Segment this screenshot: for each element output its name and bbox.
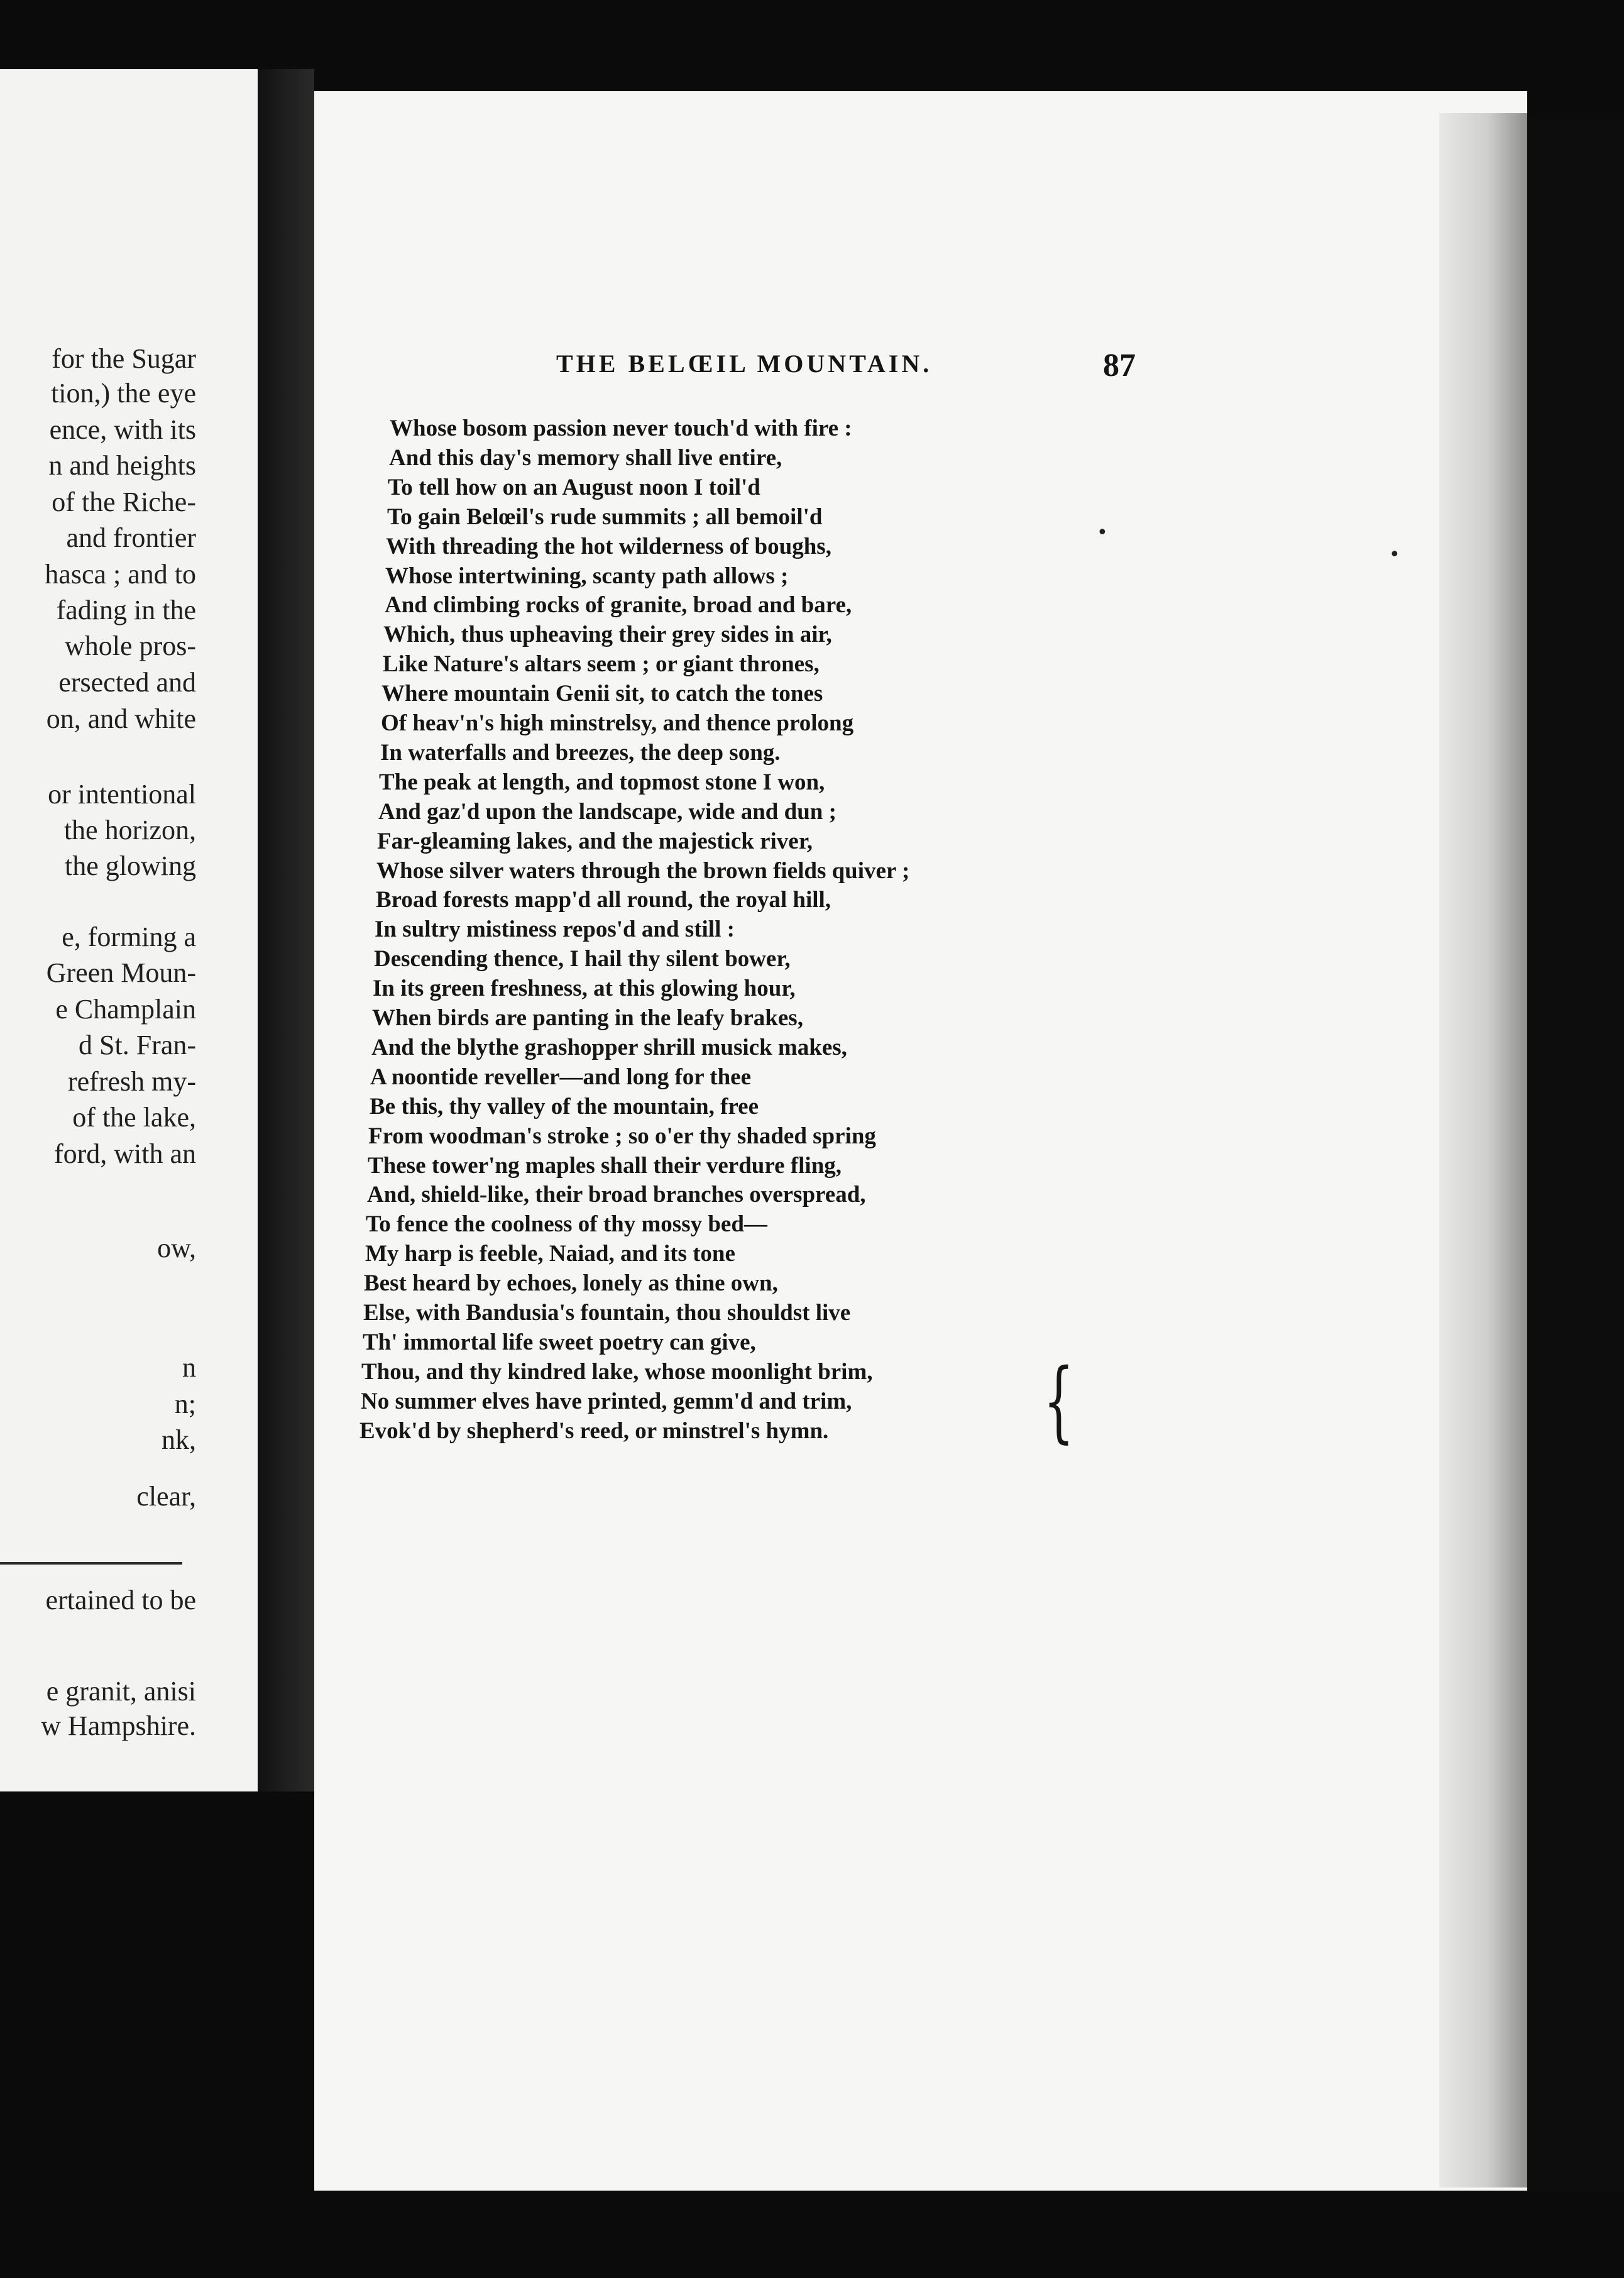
poem-line: And, shield-like, their broad branches overspread, [367,1182,866,1208]
left-page-line: ford, with an [53,1138,196,1169]
left-page-line: Green Moun- [46,957,196,988]
footnote-rule [0,1562,182,1565]
left-page-line: n [182,1352,196,1383]
poem-line: And gaz'd upon the landscape, wide and dun ; [378,799,837,825]
poem-line: Whose bosom passion never touch'd with fire : [390,415,852,441]
poem-line: When birds are panting in the leafy brakes, [372,1005,803,1031]
poem-line: These tower'ng maples shall their verdure fling, [368,1153,842,1179]
outer-shadow [1527,119,1624,2278]
left-page-line: hasca ; and to [45,559,196,590]
poem-line: Like Nature's altars seem ; or giant thrones, [383,651,820,677]
left-page-line: n and heights [48,450,196,481]
poem-line: To gain Belœil's rude summits ; all bemoil'd [387,504,823,530]
poem-line: No summer elves have printed, gemm'd and trim, [361,1389,852,1414]
poem-line: To fence the coolness of thy mossy bed— [366,1211,767,1237]
poem-line: A noontide reveller—and long for thee [370,1064,752,1090]
left-page-line: w Hampshire. [41,1710,196,1741]
left-page-line: e Champlain [55,994,196,1025]
poem-line: In its green freshness, at this glowing hour, [373,976,796,1001]
page-edge [1439,113,1527,2187]
poem-line: And this day's memory shall live entire, [389,445,782,471]
triplet-brace: { [1043,1350,1075,1453]
poem-line: My harp is feeble, Naiad, and its tone [365,1241,735,1267]
left-page-line: the glowing [65,850,196,881]
poem-line: In waterfalls and breezes, the deep song. [380,740,781,766]
page-number: 87 [1103,348,1136,383]
left-page-line: for the Sugar [52,343,196,374]
poem-line: With threading the hot wilderness of boughs, [386,534,831,559]
poem-line: The peak at length, and topmost stone I won, [379,769,825,795]
poem-line: Broad forests mapp'd all round, the royal hill, [376,887,831,913]
left-page-line: ence, with its [49,414,196,445]
left-page-line: nk, [162,1424,196,1455]
poem-line: In sultry mistiness repos'd and still : [375,916,735,942]
poem-line: Whose intertwining, scanty path allows ; [385,563,789,589]
left-page-line: refresh my- [67,1066,196,1097]
poem-line: Descending thence, I hail thy silent bower, [374,946,791,972]
poem-line: Of heav'n's high minstrelsy, and thence prolong [381,710,854,736]
left-page-line: and frontier [66,522,196,553]
ink-speck: • [1389,544,1400,566]
poem-line: From woodman's stroke ; so o'er thy shaded spring [368,1123,876,1149]
left-page-line: of the lake, [72,1102,196,1133]
poem-line: Whose silver waters through the brown fields quiver ; [376,858,910,884]
left-page-line: the horizon, [63,815,196,845]
poem-line: Be this, thy valley of the mountain, free [370,1094,759,1120]
left-page-line: clear, [136,1481,196,1512]
poem-line: Thou, and thy kindred lake, whose moonlight brim, [361,1359,873,1385]
left-page-line: n; [174,1389,196,1419]
poem-line: And climbing rocks of granite, broad and bare, [385,592,852,618]
ink-speck: • [1097,522,1108,544]
left-page-line: of the Riche- [52,487,196,517]
poem-line: Where mountain Genii sit, to catch the tones [381,681,823,707]
left-page-line: ersected and [58,667,196,698]
left-page-line: e granit, anisi [46,1676,196,1707]
running-head: THE BELŒIL MOUNTAIN. [556,349,933,378]
left-page-line: tion,) the eye [51,378,196,409]
poem-line: Which, thus upheaving their grey sides in air, [383,622,832,647]
poem-line: Else, with Bandusia's fountain, thou shouldst live [363,1300,851,1326]
left-page-line: e, forming a [62,922,196,952]
left-page-line: whole pros- [65,630,196,661]
poem-line: To tell how on an August noon I toil'd [388,475,760,500]
poem-line: And the blythe grashopper shrill musick makes, [371,1035,847,1060]
left-page-line: ertained to be [45,1585,196,1615]
left-page-line: fading in the [56,595,196,625]
poem-line: Th' immortal life sweet poetry can give, [363,1329,756,1355]
bottom-shadow [0,2191,1624,2278]
left-page-line: ow, [157,1233,196,1263]
poem-line: Best heard by echoes, lonely as thine own, [364,1270,778,1296]
book-gutter [258,69,314,1791]
poem-line: Evok'd by shepherd's reed, or minstrel's hymn. [359,1418,829,1444]
left-page-line: d St. Fran- [79,1030,196,1060]
left-page-line: on, and white [46,703,196,734]
poem-line: Far-gleaming lakes, and the majestick river, [377,828,813,854]
left-page [0,69,258,1791]
left-page-line: or intentional [48,779,196,810]
